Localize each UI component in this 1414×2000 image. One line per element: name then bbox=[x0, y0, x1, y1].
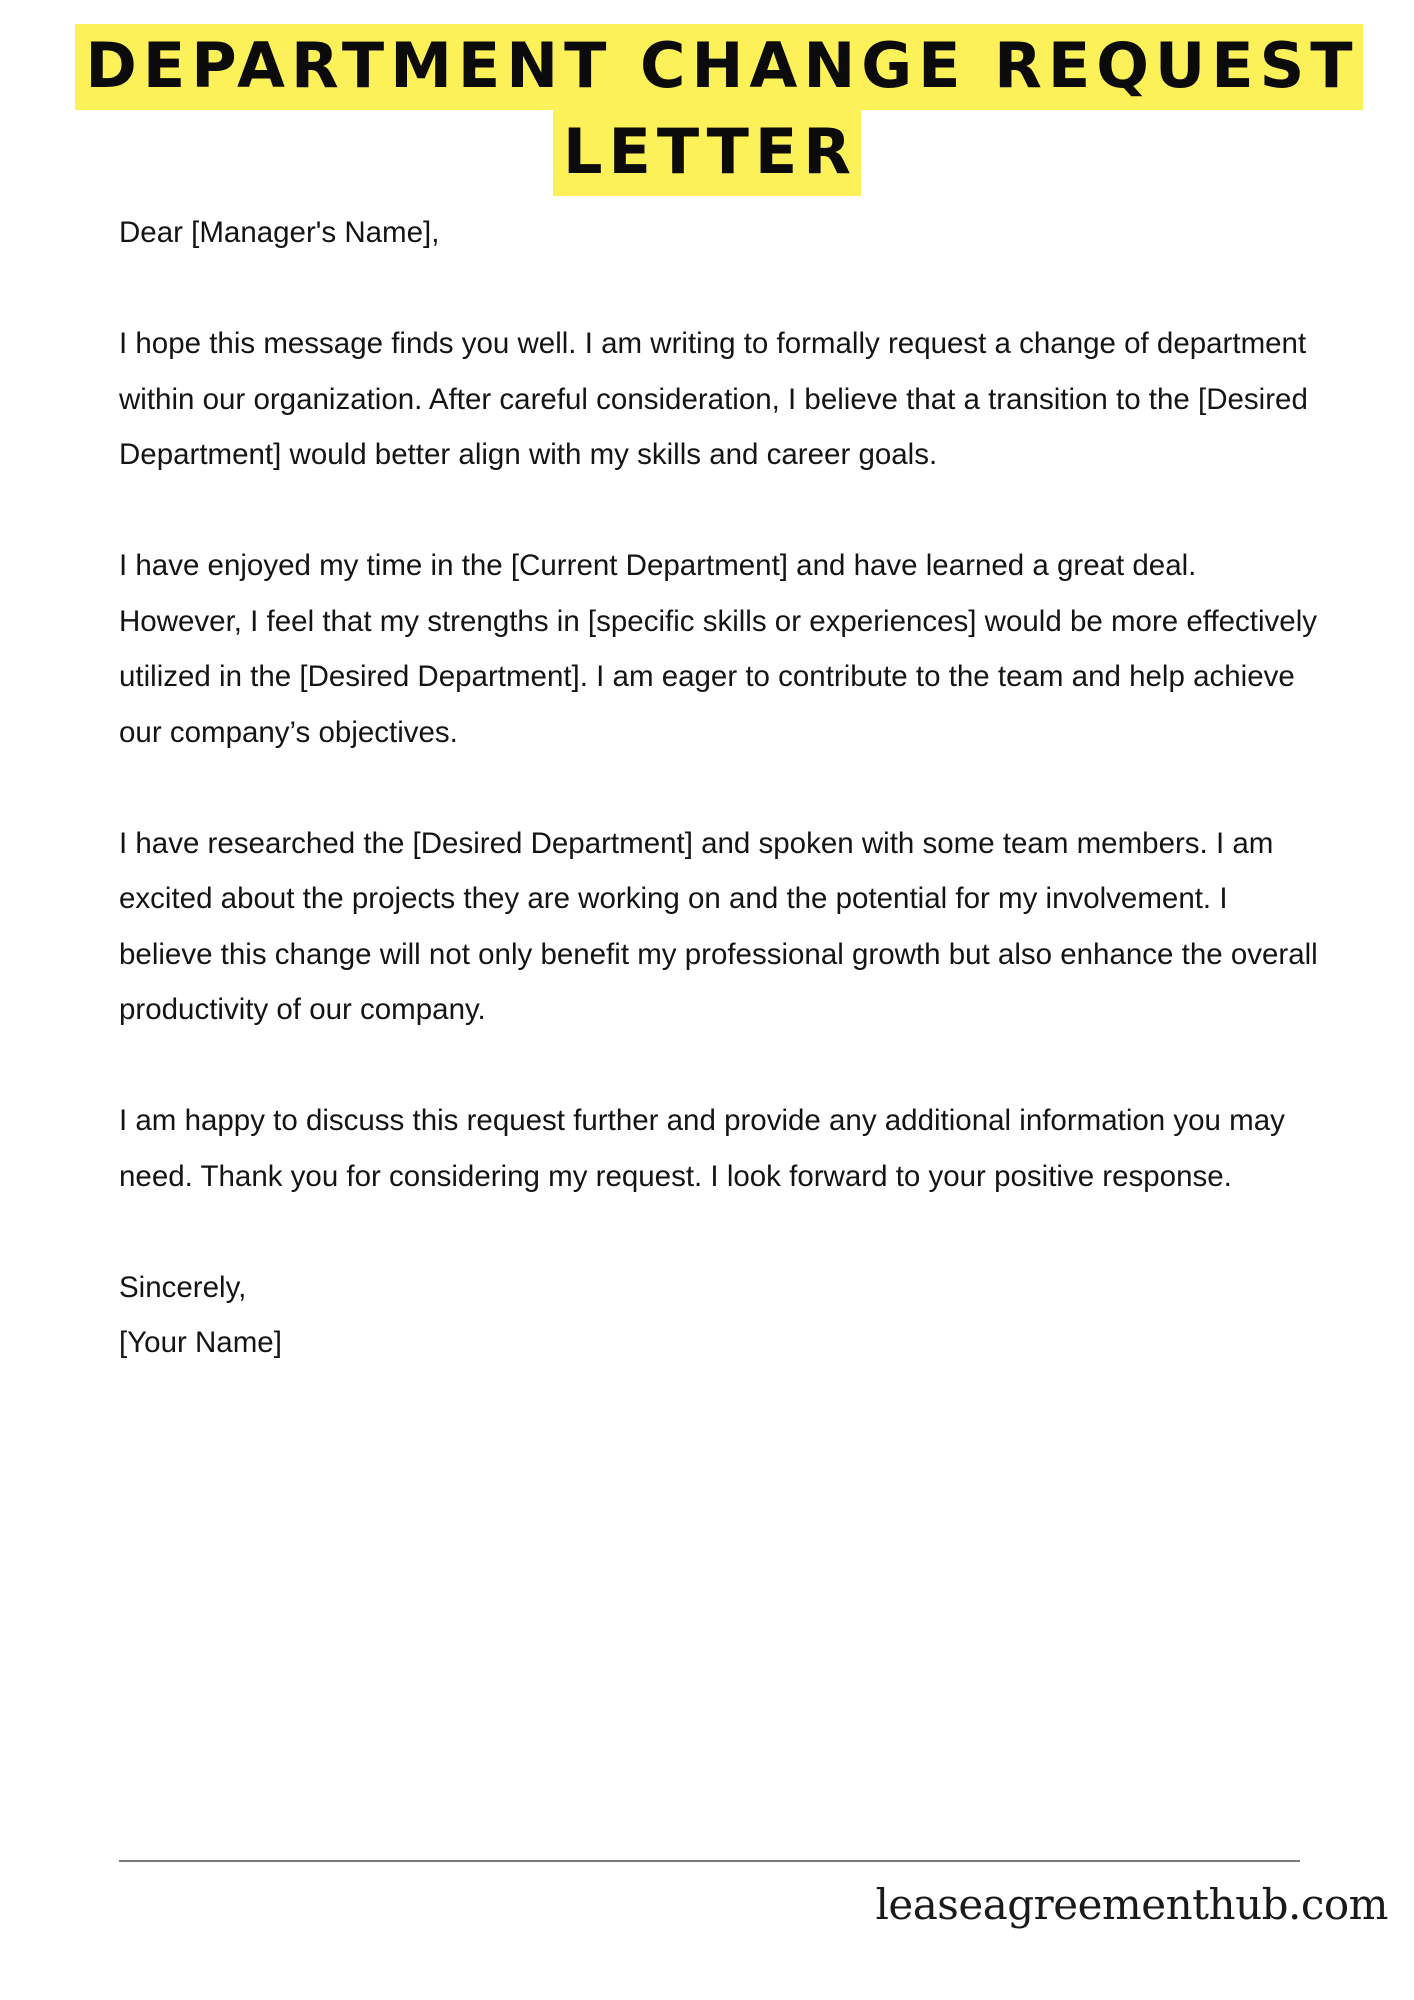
paragraph-1: I hope this message finds you well. I am writing to formally request a change of department within our organization. After careful consideration, I believe that a transition to the [Desired Department] would better align with my skills and career goals. bbox=[119, 327, 1308, 471]
signature: [Your Name] bbox=[119, 1326, 282, 1359]
footer-divider bbox=[119, 1860, 1300, 1862]
closing: Sincerely, bbox=[119, 1270, 247, 1304]
closing-block bbox=[119, 1260, 1319, 1371]
letter-body bbox=[119, 205, 1319, 1371]
paragraph-2: I have enjoyed my time in the [Current Department] and have learned a great deal. However, I feel that my strengths in [specific skills or experiences] would be more effectively utilized in the [Desired Department]. I am eager to contribute to the team and help achieve our company’s objectives. bbox=[119, 549, 1318, 749]
paragraph-4: I am happy to discuss this request further and provide any additional information you may need. Thank you for considering my request. I look forward to your positive response. bbox=[119, 1104, 1285, 1193]
paragraph-3: I have researched the [Desired Department] and spoken with some team members. I am excited about the projects they are working on and the potential for my involvement. I believe this change will not only benefit my professional growth but also enhance the overall productivity of our company. bbox=[119, 826, 1318, 1026]
title-line-2: LETTER bbox=[553, 110, 861, 196]
letter-title bbox=[0, 24, 1414, 196]
footer-website: leaseagreementhub.com bbox=[875, 1880, 1388, 1929]
title-line-1: DEPARTMENT CHANGE REQUEST bbox=[75, 24, 1362, 110]
salutation: Dear [Manager's Name], bbox=[119, 216, 440, 249]
